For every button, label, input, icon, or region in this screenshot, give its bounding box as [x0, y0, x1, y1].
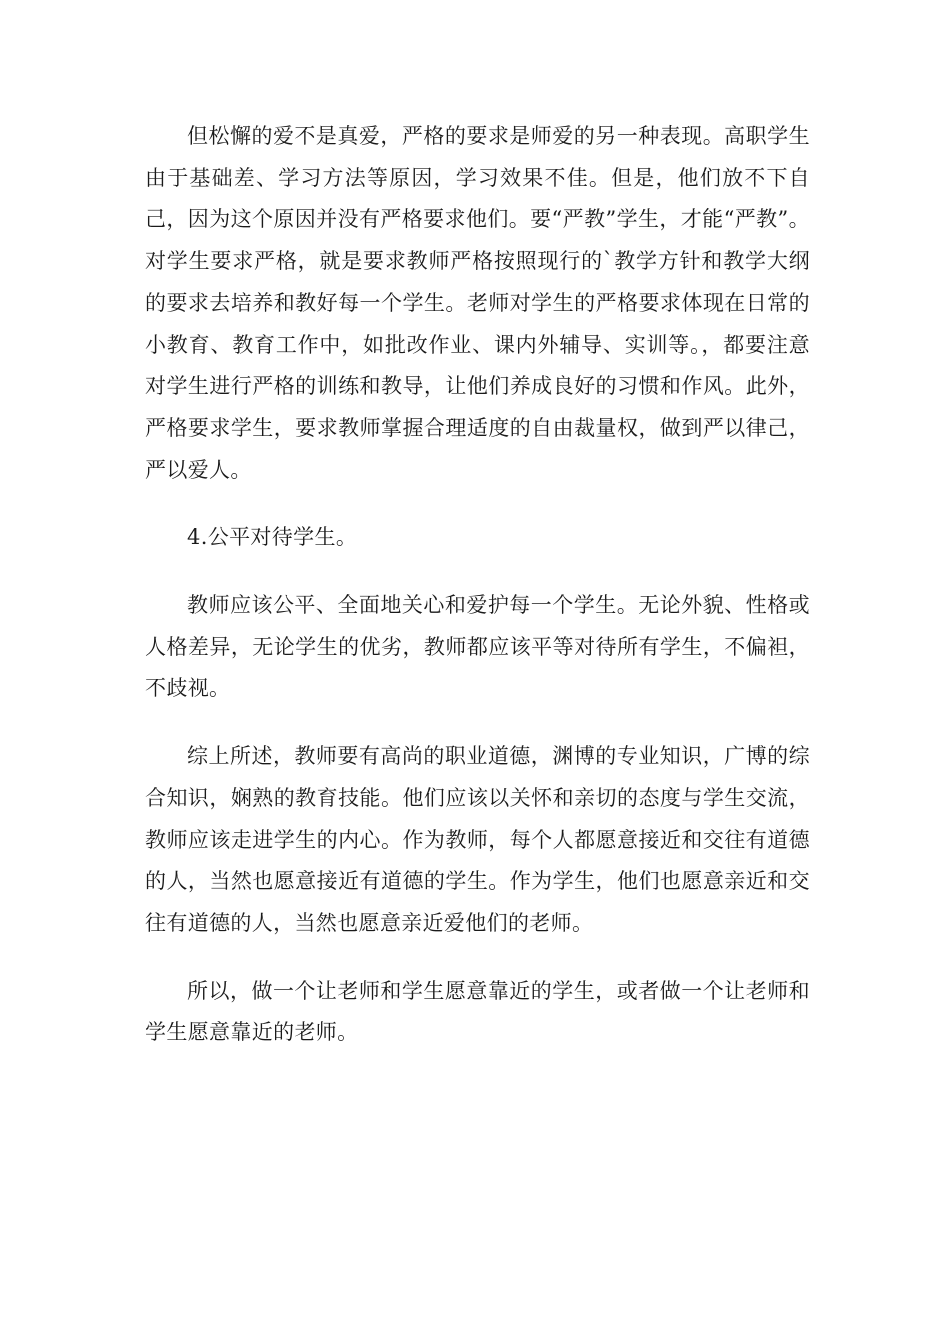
paragraph-strict-love: 但松懈的爱不是真爱，严格的要求是师爱的另一种表现。高职学生由于基础差、学习方法等原因，学习效果不佳。但是，他们放不下自己，因为这个原因并没有严格要求他们。要“严教”学生，才能“严教”。对学生要求严格，就是要求教师严格按照现行的`教学方针和教学大纲的要求去培养和教好每一个学生。老师对学生的严格要求体现在日常的小教育、教育工作中，如批改作业、课内外辅导、实训等。，都要注意对学生进行严格的训练和教导，让他们养成良好的习惯和作风。此外，严格要求学生，要求教师掌握合理适度的自由裁量权，做到严以律己，严以爱人。 — [145, 124, 810, 482]
paragraph-summary: 综上所述，教师要有高尚的职业道德，渊博的专业知识，广博的综合知识，娴熟的教育技能。他们应该以关怀和亲切的态度与学生交流，教师应该走进学生的内心。作为教师，每个人都愿意接近和交往有道德的人，当然也愿意接近有道德的学生。作为学生，他们也愿意亲近和交往有道德的人，当然也愿意亲近爱他们的老师。 — [145, 744, 810, 935]
section-heading-fair-treatment: 4.公平对待学生。 — [187, 525, 358, 550]
document-body — [145, 116, 810, 1080]
paragraph-conclusion: 所以，做一个让老师和学生愿意靠近的学生，或者做一个让老师和学生愿意靠近的老师。 — [145, 978, 810, 1045]
paragraph-fairness: 教师应该公平、全面地关心和爱护每一个学生。无论外貌、性格或人格差异，无论学生的优劣，教师都应该平等对待所有学生，不偏袒，不歧视。 — [145, 593, 810, 701]
